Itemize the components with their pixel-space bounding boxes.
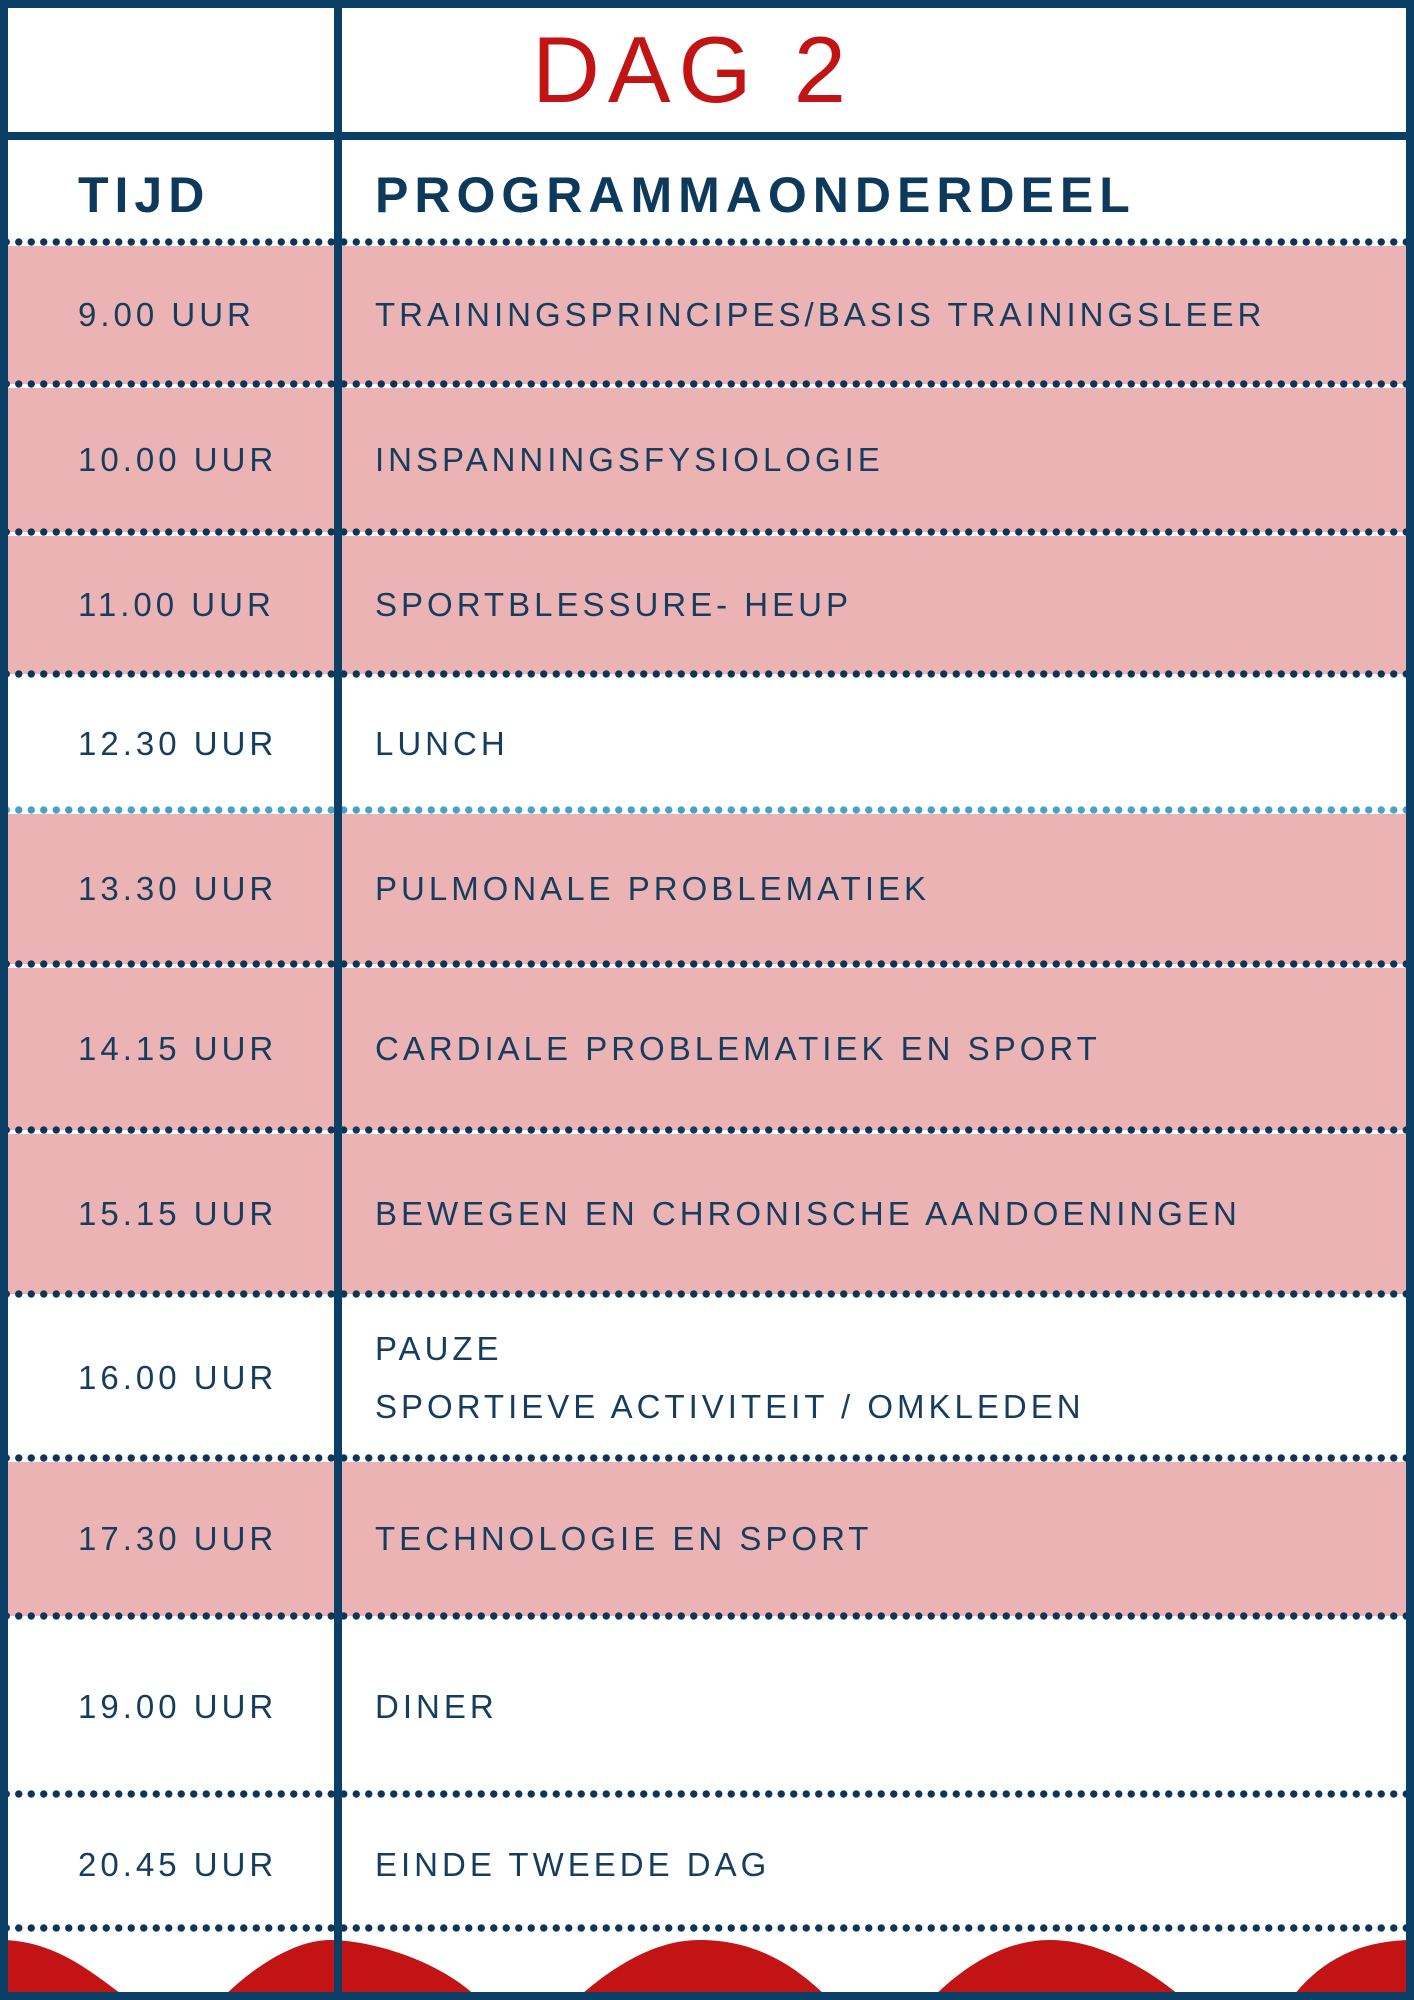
row-program-line: BEWEGEN EN CHRONISCHE AANDOENINGEN <box>375 1195 1241 1232</box>
row-program-line: PULMONALE PROBLEMATIEK <box>375 870 931 907</box>
row-time <box>78 968 277 1130</box>
dotted-separator <box>0 380 1414 388</box>
wave-decoration <box>0 1940 1414 2000</box>
row-time-text: 15.15 UUR <box>78 1195 278 1232</box>
row-time <box>78 1462 277 1616</box>
title-divider <box>0 132 1414 140</box>
schedule-row <box>0 1620 1414 1794</box>
schedule-row <box>0 246 1414 384</box>
dotted-separator <box>0 528 1414 536</box>
row-time <box>78 814 277 964</box>
row-time-text: 12.30 UUR <box>78 725 278 762</box>
dotted-separator <box>0 960 1414 968</box>
row-time-text: 10.00 UUR <box>78 441 278 478</box>
row-program-line: SPORTBLESSURE- HEUP <box>375 586 852 623</box>
schedule-row <box>0 388 1414 532</box>
row-time <box>78 1298 277 1458</box>
schedule-row <box>0 1798 1414 1932</box>
row-program <box>375 968 1101 1130</box>
row-program-line: TRAININGSPRINCIPES/BASIS TRAININGSLEER <box>375 296 1266 333</box>
row-program <box>375 678 509 810</box>
row-time-text: 13.30 UUR <box>78 870 278 907</box>
schedule-row <box>0 678 1414 810</box>
row-time <box>78 1620 277 1794</box>
dotted-separator <box>0 1612 1414 1620</box>
row-program <box>375 246 1265 384</box>
row-time <box>78 536 275 674</box>
row-program <box>375 1298 1085 1458</box>
row-time <box>78 1134 277 1294</box>
row-program-line: INSPANNINGSFYSIOLOGIE <box>375 441 884 478</box>
row-program <box>375 1798 770 1932</box>
dotted-separator <box>0 238 1414 246</box>
dotted-separator <box>0 806 1414 814</box>
dotted-separator <box>0 1454 1414 1462</box>
row-program-line: EINDE TWEEDE DAG <box>375 1846 771 1883</box>
row-program-line: PAUZE <box>375 1330 503 1367</box>
row-time <box>78 388 277 532</box>
row-program-line: SPORTIEVE ACTIVITEIT / OMKLEDEN <box>375 1388 1085 1425</box>
row-program-line: CARDIALE PROBLEMATIEK EN SPORT <box>375 1030 1101 1067</box>
row-program <box>375 536 852 674</box>
row-program <box>375 814 930 964</box>
dotted-separator <box>0 1924 1414 1932</box>
row-time <box>78 1798 277 1932</box>
dotted-separator <box>0 1790 1414 1798</box>
row-time-text: 9.00 UUR <box>78 296 255 333</box>
schedule-row <box>0 814 1414 964</box>
dotted-separator <box>0 1126 1414 1134</box>
row-program <box>375 1134 1241 1294</box>
row-program-line: LUNCH <box>375 725 509 762</box>
dotted-separator <box>0 1290 1414 1298</box>
row-time-text: 17.30 UUR <box>78 1520 278 1557</box>
row-time-text: 14.15 UUR <box>78 1030 278 1067</box>
page-title: DAG 2 <box>531 17 855 122</box>
row-program <box>375 1462 872 1616</box>
row-time-text: 16.00 UUR <box>78 1359 278 1396</box>
row-time <box>78 246 255 384</box>
row-program-line: TECHNOLOGIE EN SPORT <box>375 1520 873 1557</box>
schedule-row <box>0 536 1414 674</box>
row-program <box>375 1620 498 1794</box>
dotted-separator <box>0 670 1414 678</box>
column-divider <box>334 0 342 2000</box>
row-time-text: 11.00 UUR <box>78 586 275 623</box>
column-header-program: PROGRAMMAONDERDEEL <box>375 167 1136 223</box>
schedule-row <box>0 968 1414 1130</box>
column-header-time: TIJD <box>78 167 211 223</box>
row-time <box>78 678 277 810</box>
row-program <box>375 388 884 532</box>
row-time-text: 20.45 UUR <box>78 1846 278 1883</box>
schedule-row <box>0 1298 1414 1458</box>
schedule-row <box>0 1462 1414 1616</box>
row-time-text: 19.00 UUR <box>78 1688 278 1725</box>
row-program-line: DINER <box>375 1688 498 1725</box>
schedule-row <box>0 1134 1414 1294</box>
